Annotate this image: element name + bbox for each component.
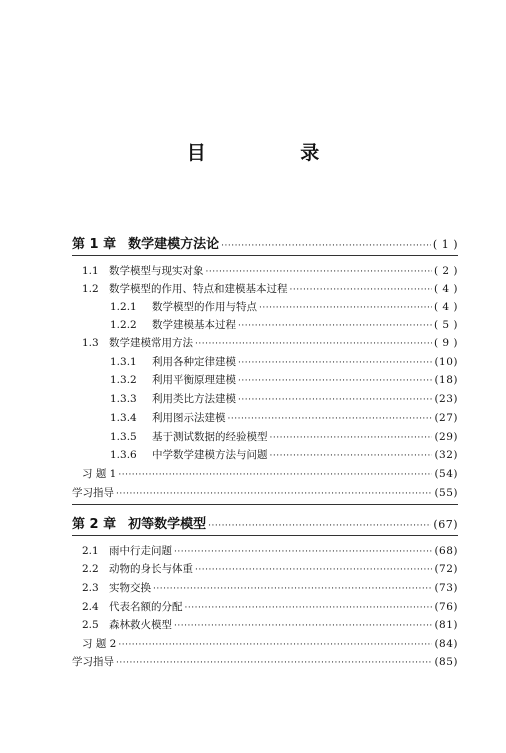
toc-entry[interactable] (82, 599, 458, 614)
leader-dots (174, 621, 432, 631)
leader-dots (238, 358, 432, 368)
page-number: (76) (434, 601, 458, 613)
section-number: 1.1 (82, 265, 99, 277)
section-number: 2.5 (82, 619, 99, 631)
toc-entry[interactable] (110, 447, 458, 462)
page-number: (55) (434, 487, 458, 499)
toc-entry[interactable] (110, 354, 458, 369)
page-number: ( 4 ) (433, 283, 458, 295)
section-title: 习 题 1 (82, 468, 117, 480)
page-number: (68) (434, 545, 458, 557)
section-title: 森林救火模型 (109, 619, 172, 631)
page-number: (54) (434, 468, 458, 480)
section-number: 1.2 (82, 283, 99, 295)
toc-entry-study-guide[interactable] (72, 654, 458, 669)
leader-dots (185, 603, 433, 613)
leader-dots (221, 241, 431, 251)
section-title: 利用图示法建模 (152, 412, 226, 424)
section-title: 利用平衡原理建模 (152, 374, 236, 386)
leader-dots (290, 285, 432, 295)
section-title: 学习指导 (72, 487, 114, 499)
section-number: 2.1 (82, 545, 99, 557)
page-number: (32) (434, 449, 458, 461)
toc-chapter-2[interactable] (72, 513, 458, 532)
page-number: (84) (434, 638, 458, 650)
section-title: 习 题 2 (82, 638, 117, 650)
section-number: 2.4 (82, 601, 99, 613)
section-number: 1.3.2 (110, 374, 137, 386)
section-title: 数学模型与现实对象 (109, 265, 204, 277)
section-number: 2.3 (82, 582, 99, 594)
page-number: (85) (434, 656, 458, 668)
chapter-number: 第 2 章 (72, 517, 117, 532)
chapter-divider (72, 504, 458, 505)
section-number: 2.2 (82, 563, 99, 575)
chapter-number: 第 1 章 (72, 237, 117, 252)
toc-entry[interactable] (82, 281, 458, 296)
section-number: 1.3.5 (110, 431, 137, 443)
toc-entry[interactable] (82, 543, 458, 558)
section-title: 学习指导 (72, 656, 114, 668)
leader-dots (206, 267, 432, 277)
section-title: 实物交换 (109, 582, 151, 594)
page-number: (29) (434, 431, 458, 443)
section-title: 利用类比方法建模 (152, 393, 236, 405)
page-number: (27) (434, 412, 458, 424)
section-title: 利用各种定律建模 (152, 356, 236, 368)
toc-entry[interactable] (110, 429, 458, 444)
chapter-divider (72, 255, 458, 256)
section-title: 数学建模常用方法 (109, 337, 193, 349)
section-title: 数学建模基本过程 (152, 319, 236, 331)
page-title: 目 录 (186, 142, 364, 164)
toc-entry[interactable] (110, 391, 458, 406)
section-number: 1.3.1 (110, 356, 137, 368)
toc-entry[interactable] (110, 299, 458, 314)
section-number: 1.2.2 (110, 319, 137, 331)
page-number: (10) (434, 356, 458, 368)
toc-chapter-1[interactable] (72, 233, 458, 252)
section-title: 动物的身长与体重 (109, 563, 193, 575)
section-number: 1.3 (82, 337, 99, 349)
leader-dots (270, 433, 433, 443)
leader-dots (259, 303, 432, 313)
leader-dots (118, 470, 432, 480)
section-title: 雨中行走问题 (109, 545, 172, 557)
leader-dots (195, 339, 432, 349)
page-number: (72) (434, 563, 458, 575)
section-title: 中学数学建模方法与问题 (152, 449, 268, 461)
section-number: 1.2.1 (110, 301, 137, 313)
page-number: (67) (433, 518, 458, 531)
leader-dots (238, 395, 432, 405)
leader-dots (270, 451, 433, 461)
section-title: 基于测试数据的经验模型 (152, 431, 268, 443)
section-title: 代表名额的分配 (109, 601, 183, 613)
page-number: (18) (434, 374, 458, 386)
chapter-title: 数学建模方法论 (128, 237, 220, 252)
page-number: (73) (434, 582, 458, 594)
toc-entry-exercises[interactable] (82, 636, 458, 651)
leader-dots (153, 584, 432, 594)
toc-entry[interactable] (82, 335, 458, 350)
section-title: 数学模型的作用与特点 (152, 301, 257, 313)
page-number: (81) (434, 619, 458, 631)
toc-entry[interactable] (110, 372, 458, 387)
leader-dots (195, 565, 432, 575)
toc-entry[interactable] (110, 410, 458, 425)
toc-entry[interactable] (82, 617, 458, 632)
page-number: ( 9 ) (433, 337, 458, 349)
leader-dots (238, 376, 432, 386)
leader-dots (228, 414, 433, 424)
section-number: 1.3.3 (110, 393, 137, 405)
page-number: ( 1 ) (432, 238, 458, 251)
chapter-title: 初等数学模型 (128, 517, 207, 532)
leader-dots (116, 489, 432, 499)
page-number: ( 5 ) (433, 319, 458, 331)
chapter-divider (72, 535, 458, 536)
toc-entry-exercises[interactable] (82, 466, 458, 481)
leader-dots (118, 640, 432, 650)
toc-entry[interactable] (82, 580, 458, 595)
toc-entry[interactable] (82, 263, 458, 278)
toc-entry[interactable] (82, 561, 458, 576)
page-number: ( 2 ) (433, 265, 458, 277)
leader-dots (238, 321, 432, 331)
section-title: 数学模型的作用、特点和建模基本过程 (109, 283, 288, 295)
page-number: (23) (434, 393, 458, 405)
leader-dots (116, 658, 432, 668)
leader-dots (174, 547, 432, 557)
toc-entry-study-guide[interactable] (72, 485, 458, 500)
leader-dots (208, 521, 431, 531)
section-number: 1.3.4 (110, 412, 137, 424)
page-number: ( 4 ) (433, 301, 458, 313)
toc-entry[interactable] (110, 317, 458, 332)
section-number: 1.3.6 (110, 449, 137, 461)
